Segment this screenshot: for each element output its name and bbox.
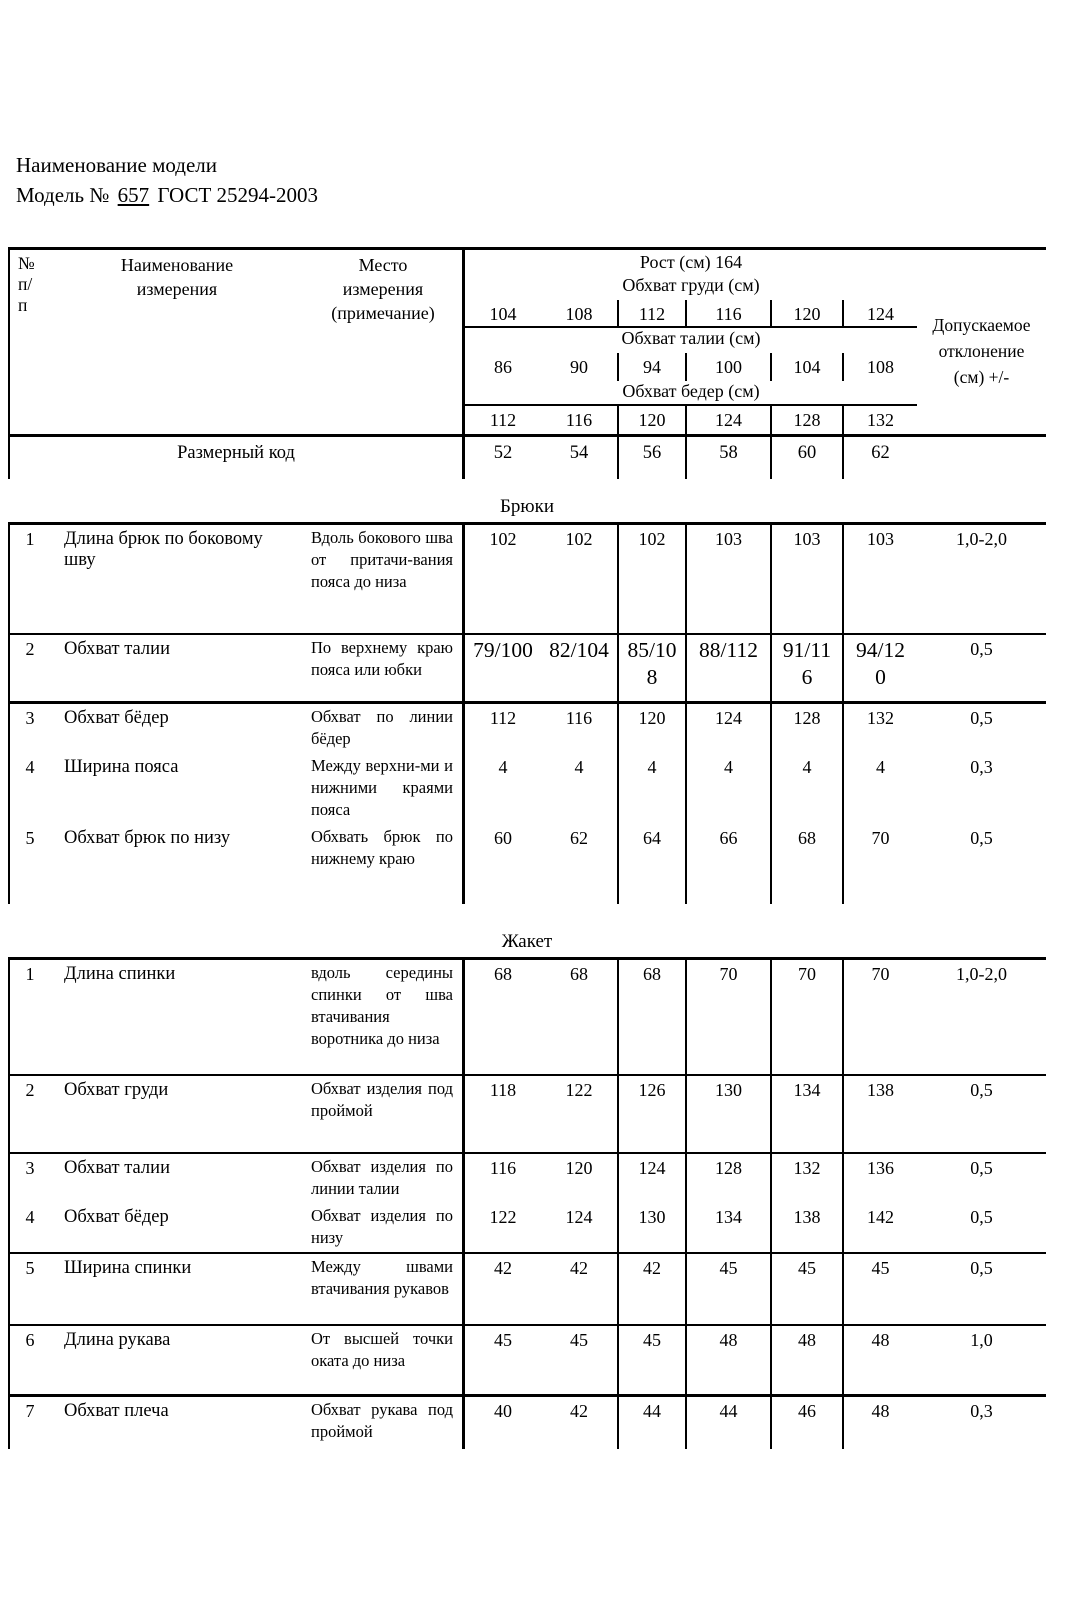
chest-size-cell: 108 <box>541 300 617 328</box>
chest-size-cell: 104 <box>465 300 541 328</box>
row-value: 91/116 <box>770 635 842 701</box>
row-value: 68 <box>494 964 512 984</box>
row-value: 4 <box>498 757 508 777</box>
row-name: Длина спинки <box>64 964 176 984</box>
row-value: 48 <box>685 1326 770 1394</box>
row-name: Длина рукава <box>64 1330 171 1350</box>
row-value: 4 <box>770 753 842 824</box>
row-num: 2 <box>25 639 35 659</box>
row-value: 116 <box>565 708 593 728</box>
row-value: 85/108 <box>617 635 685 701</box>
model-label: Модель № <box>16 183 110 207</box>
row-value: 66 <box>685 824 770 904</box>
row-value: 60 <box>494 828 512 848</box>
row-value: 4 <box>574 757 584 777</box>
row-value: 70 <box>842 960 917 1074</box>
table-row <box>10 824 1046 904</box>
row-deviation: 1,0-2,0 <box>956 964 1007 984</box>
row-value: 45 <box>617 1326 685 1394</box>
row-value: 48 <box>842 1326 917 1394</box>
row-value: 134 <box>685 1203 770 1252</box>
row-value: 118 <box>489 1080 517 1100</box>
row-name: Обхват талии <box>64 639 170 659</box>
row-value: 45 <box>685 1254 770 1324</box>
standard-number: ГОСТ 25294-2003 <box>157 183 319 207</box>
row-name: Обхват брюк по низу <box>64 828 231 848</box>
hips-size-cell: 132 <box>842 406 917 434</box>
row-value: 136 <box>842 1154 917 1203</box>
row-value: 112 <box>489 708 517 728</box>
row-place: Обхват изделия под проймой <box>304 1076 465 1152</box>
row-value: 64 <box>617 824 685 904</box>
jacket-table <box>8 957 1046 1449</box>
row-num: 3 <box>25 708 35 728</box>
row-value: 48 <box>842 1397 917 1449</box>
row-value: 128 <box>685 1154 770 1203</box>
chest-size-cell: 112 <box>617 300 685 328</box>
row-value: 44 <box>685 1397 770 1449</box>
row-value: 124 <box>565 1207 593 1227</box>
row-deviation: 0,5 <box>970 639 993 659</box>
row-value: 82/104 <box>549 638 609 662</box>
row-place: вдоль середины спинки от шва втачивания воротника до низа <box>304 960 465 1074</box>
size-code-row <box>8 437 1046 479</box>
row-value: 103 <box>770 525 842 633</box>
chest-band-label: Обхват груди (см) <box>622 275 760 295</box>
row-place: По верхнему краю пояса или юбки <box>304 635 465 701</box>
deviation-column-header: Допускаемое отклонение (см) +/- <box>932 315 1031 387</box>
row-value: 70 <box>770 960 842 1074</box>
row-deviation: 0,5 <box>970 708 993 728</box>
row-deviation: 0,5 <box>970 1207 993 1227</box>
row-value: 45 <box>842 1254 917 1324</box>
row-value: 45 <box>770 1254 842 1324</box>
row-value: 4 <box>617 753 685 824</box>
row-value: 126 <box>617 1076 685 1152</box>
hips-size-cell: 124 <box>685 406 770 434</box>
row-value: 42 <box>494 1258 512 1278</box>
row-value: 102 <box>617 525 685 633</box>
row-name: Длина брюк по боковому шву <box>64 529 263 570</box>
row-value: 138 <box>842 1076 917 1152</box>
size-code-deviation-cell <box>917 437 1046 479</box>
row-value: 48 <box>770 1326 842 1394</box>
row-value: 46 <box>770 1397 842 1449</box>
row-value: 68 <box>617 960 685 1074</box>
row-value: 4 <box>685 753 770 824</box>
row-name: Обхват плеча <box>64 1401 169 1421</box>
row-value: 124 <box>617 1154 685 1203</box>
row-deviation: 0,5 <box>970 1258 993 1278</box>
row-name: Обхват груди <box>64 1080 169 1100</box>
row-num: 5 <box>25 828 35 848</box>
row-value: 132 <box>770 1154 842 1203</box>
size-code-label: Размерный код <box>10 437 465 479</box>
row-value: 42 <box>617 1254 685 1324</box>
hips-size-cell: 116 <box>565 410 593 430</box>
table-row <box>10 960 1046 1074</box>
model-line <box>16 180 1046 210</box>
size-header-table <box>8 247 1046 437</box>
row-name: Обхват бёдер <box>64 708 169 728</box>
col-header-name: Наименование измерения <box>120 255 234 299</box>
waist-size-cell: 104 <box>770 353 842 381</box>
waist-size-cell: 86 <box>494 357 512 377</box>
col-header-place: Место измерения (примечание) <box>304 250 465 434</box>
size-code-cell: 54 <box>569 443 589 463</box>
size-code-cell: 56 <box>617 437 685 479</box>
waist-size-cell: 100 <box>685 353 770 381</box>
row-value: 70 <box>842 824 917 904</box>
row-value: 122 <box>565 1080 593 1100</box>
row-num: 3 <box>25 1158 35 1178</box>
hips-size-cell: 120 <box>617 406 685 434</box>
size-code-cell: 52 <box>493 443 513 463</box>
row-value: 94/120 <box>842 635 917 701</box>
row-name: Обхват бёдер <box>64 1207 169 1227</box>
row-name: Обхват талии <box>64 1158 170 1178</box>
row-place: Обхвать брюк по нижнему краю <box>304 824 465 904</box>
table-row <box>10 525 1046 633</box>
hips-band-label: Обхват бедер (см) <box>465 381 917 406</box>
row-value: 88/112 <box>685 635 770 701</box>
trousers-table <box>8 522 1046 904</box>
section-title-trousers: Брюки <box>499 496 554 517</box>
row-value: 142 <box>842 1203 917 1252</box>
row-value: 45 <box>494 1330 512 1350</box>
row-num: 6 <box>25 1330 35 1350</box>
section-title-jacket: Жакет <box>501 931 553 952</box>
row-value: 102 <box>489 529 517 549</box>
row-value: 128 <box>770 704 842 753</box>
row-value: 79/100 <box>473 638 533 662</box>
row-value: 130 <box>685 1076 770 1152</box>
size-code-cell: 60 <box>770 437 842 479</box>
table-row <box>10 1074 1046 1152</box>
row-deviation: 0,3 <box>970 757 993 777</box>
row-value: 124 <box>685 704 770 753</box>
row-num: 4 <box>25 1207 35 1227</box>
table-row <box>10 1324 1046 1394</box>
document-titles <box>16 150 1046 210</box>
size-code-cell: 62 <box>842 437 917 479</box>
row-value: 45 <box>570 1330 588 1350</box>
waist-band-label: Обхват талии (см) <box>621 328 761 348</box>
table-row <box>10 1152 1046 1203</box>
row-value: 116 <box>489 1158 517 1178</box>
row-deviation: 1,0 <box>970 1330 993 1350</box>
row-value: 42 <box>570 1401 588 1421</box>
row-value: 40 <box>494 1401 512 1421</box>
row-place: Обхват изделия по низу <box>304 1203 465 1252</box>
row-name: Ширина пояса <box>64 757 179 777</box>
row-value: 4 <box>842 753 917 824</box>
row-value: 120 <box>617 704 685 753</box>
row-place: Обхват рукава под проймой <box>304 1397 465 1449</box>
row-place: От высшей точки оката до низа <box>304 1326 465 1394</box>
row-place: Обхват по линии бёдер <box>304 704 465 753</box>
row-deviation: 0,3 <box>970 1401 993 1421</box>
row-value: 130 <box>617 1203 685 1252</box>
table-row <box>10 1394 1046 1449</box>
row-place: Между швами втачивания рукавов <box>304 1254 465 1324</box>
row-value: 42 <box>570 1258 588 1278</box>
table-row <box>10 1203 1046 1252</box>
row-deviation: 0,5 <box>970 1080 993 1100</box>
table-row <box>10 1252 1046 1324</box>
col-header-num: № п/ п <box>18 253 35 315</box>
height-row-label: Рост (см) 164 <box>639 252 743 272</box>
row-num: 2 <box>25 1080 35 1100</box>
chest-size-cell: 120 <box>770 300 842 328</box>
row-place: Обхват изделия по линии талии <box>304 1154 465 1203</box>
size-code-cell: 58 <box>685 437 770 479</box>
row-deviation: 0,5 <box>970 1158 993 1178</box>
row-name: Ширина спинки <box>64 1258 192 1278</box>
page-title: Наименование модели <box>16 153 217 177</box>
waist-size-cell: 90 <box>570 357 588 377</box>
row-num: 4 <box>25 757 35 777</box>
row-place: Вдоль бокового шва от притачи-вания пояса до низа <box>304 525 465 633</box>
row-num: 1 <box>25 964 35 984</box>
row-value: 103 <box>685 525 770 633</box>
row-num: 7 <box>25 1401 35 1421</box>
row-value: 103 <box>842 525 917 633</box>
hips-size-cell: 112 <box>489 410 517 430</box>
row-value: 44 <box>617 1397 685 1449</box>
row-value: 68 <box>570 964 588 984</box>
table-row <box>10 701 1046 753</box>
row-value: 122 <box>489 1207 517 1227</box>
row-value: 138 <box>770 1203 842 1252</box>
row-deviation: 1,0-2,0 <box>956 529 1007 549</box>
row-value: 70 <box>685 960 770 1074</box>
row-value: 120 <box>565 1158 593 1178</box>
row-value: 68 <box>770 824 842 904</box>
row-num: 1 <box>25 529 35 549</box>
row-place: Между верхни-ми и нижними краями пояса <box>304 753 465 824</box>
chest-size-cell: 124 <box>842 300 917 328</box>
model-number: 657 <box>117 183 150 207</box>
row-value: 102 <box>565 529 593 549</box>
row-value: 132 <box>842 704 917 753</box>
chest-size-cell: 116 <box>685 300 770 328</box>
row-value: 134 <box>770 1076 842 1152</box>
table-row <box>10 633 1046 701</box>
waist-size-cell: 108 <box>842 353 917 381</box>
waist-size-cell: 94 <box>617 353 685 381</box>
row-deviation: 0,5 <box>970 828 993 848</box>
table-row <box>10 753 1046 824</box>
row-value: 62 <box>570 828 588 848</box>
row-num: 5 <box>25 1258 35 1278</box>
hips-size-cell: 128 <box>770 406 842 434</box>
